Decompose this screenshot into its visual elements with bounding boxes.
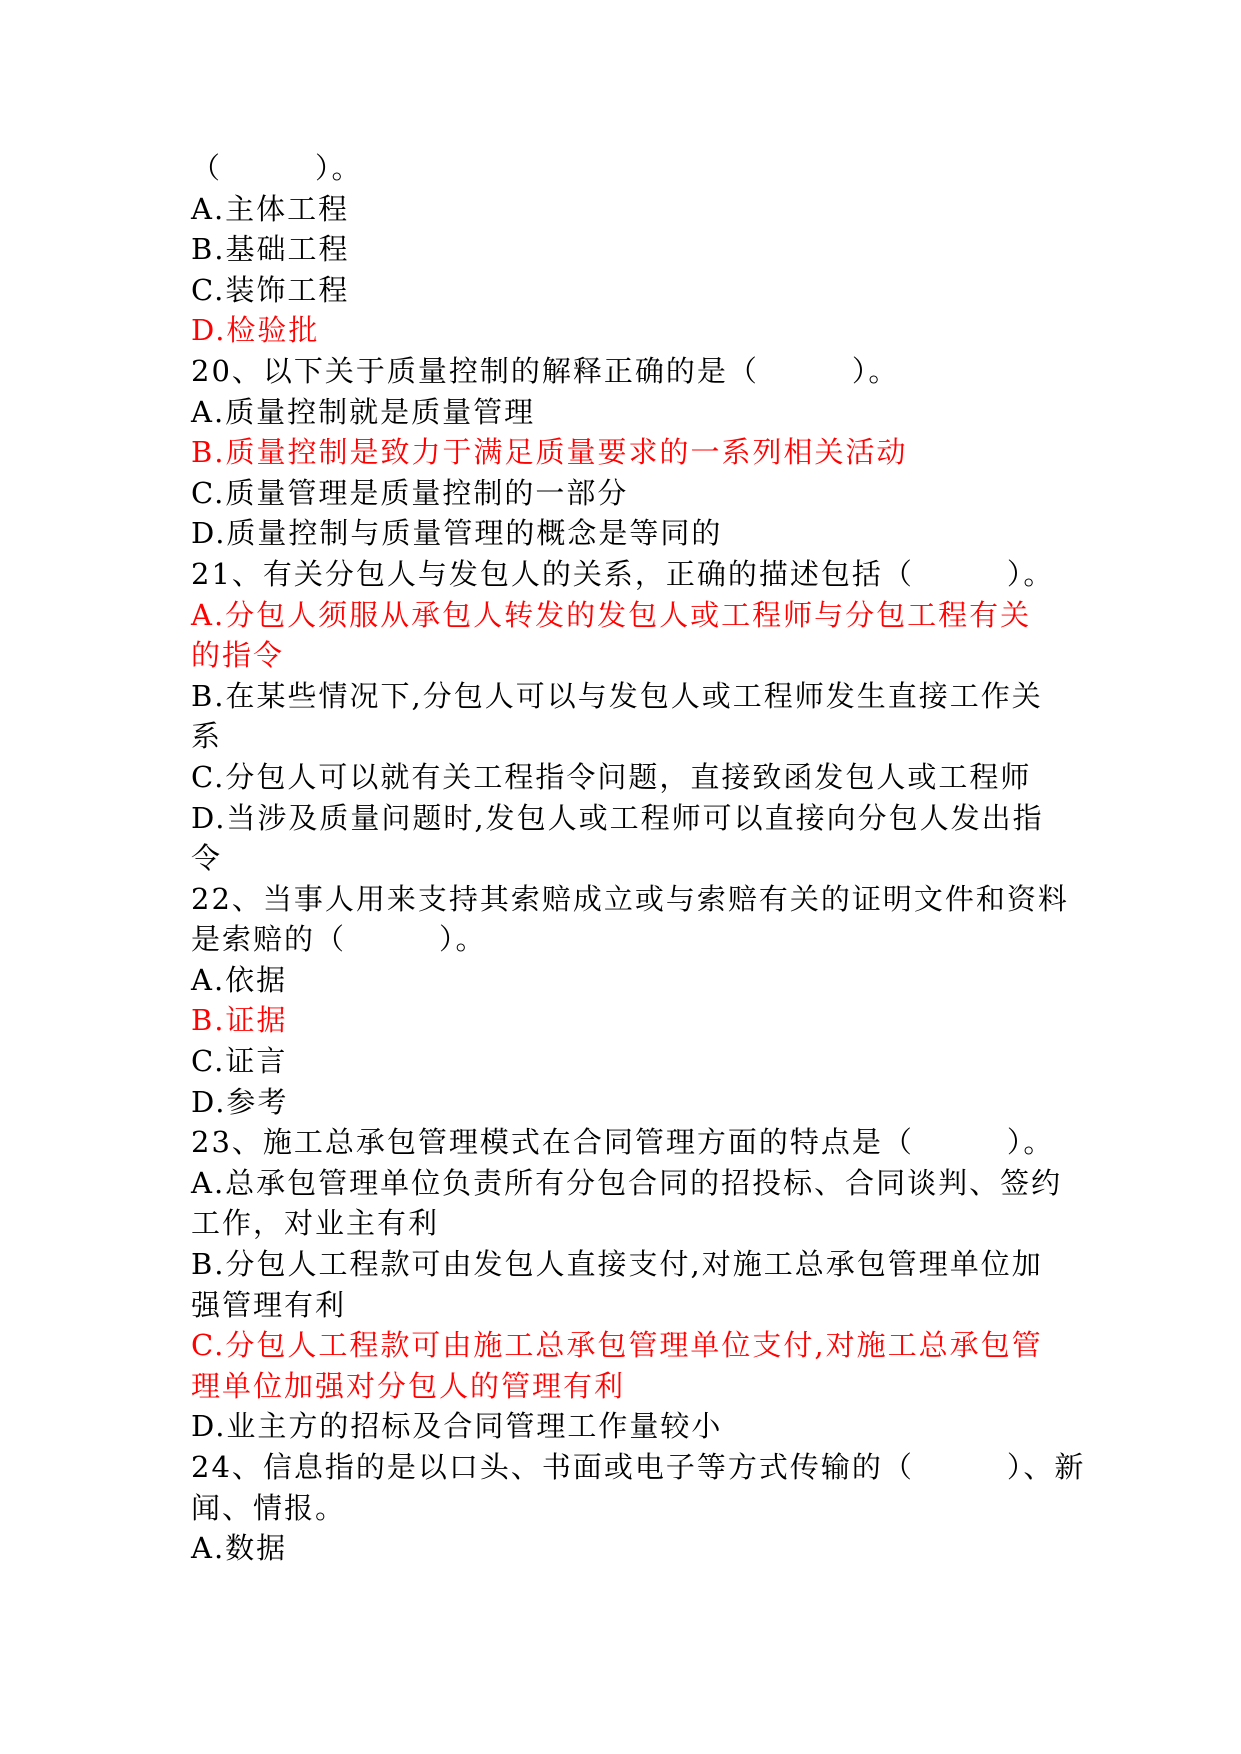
text-line: 20、以下关于质量控制的解释正确的是（ ）。 [191,353,900,388]
text-line: B.分包人工程款可由发包人直接支付,对施工总承包管理单位加 [191,1247,1043,1282]
text-line: 强管理有利 [191,1287,347,1322]
text-line: D.当涉及质量问题时,发包人或工程师可以直接向分包人发出指 [191,800,1044,835]
text-line: 22、当事人用来支持其索赔成立或与索赔有关的证明文件和资料 [191,881,1069,916]
text-line: A.质量控制就是质量管理 [191,394,536,429]
answer-line: B.质量控制是致力于满足质量要求的一系列相关活动 [191,435,908,470]
text-line: A.总承包管理单位负责所有分包合同的招投标、合同谈判、签约 [191,1165,1063,1200]
text-line: A.主体工程 [191,191,350,226]
text-line: 令 [191,841,223,876]
text-line: D.质量控制与质量管理的概念是等同的 [191,516,723,551]
answer-line: 的指令 [191,638,285,673]
text-line: C.装饰工程 [191,272,350,307]
text-line: 24、信息指的是以口头、书面或电子等方式传输的（ ）、新 [191,1450,1086,1484]
text-line: 闻、情报。 [191,1490,347,1525]
text-line: （ ）。 [191,151,363,185]
text-line: 23、施工总承包管理模式在合同管理方面的特点是（ ）。 [191,1125,1055,1160]
text-line: B.在某些情况下,分包人可以与发包人或工程师发生直接工作关 [191,678,1043,713]
text-line: D.参考 [191,1084,289,1119]
text-line: B.基础工程 [191,232,350,267]
text-line: 是索赔的（ ）。 [191,922,487,957]
text-line: C.分包人可以就有关工程指令问题，直接致函发包人或工程师 [191,759,1032,794]
text-line: C.质量管理是质量控制的一部分 [191,475,629,510]
text-line: 21、有关分包人与发包人的关系，正确的描述包括（ ）。 [191,556,1055,591]
text-line: A.数据 [191,1531,288,1566]
text-line: 系 [191,719,223,754]
answer-line: B.证据 [191,1003,288,1038]
text-line: D.业主方的招标及合同管理工作量较小 [191,1409,723,1444]
answer-line: 理单位加强对分包人的管理有利 [191,1368,626,1403]
text-line: 工作，对业主有利 [191,1206,440,1241]
answer-line: C.分包人工程款可由施工总承包管理单位支付,对施工总承包管 [191,1328,1043,1363]
text-line: C.证言 [191,1044,288,1079]
answer-line: D.检验批 [191,313,320,348]
text-line: A.依据 [191,962,288,997]
answer-line: A.分包人须服从承包人转发的发包人或工程师与分包工程有关 [191,597,1032,632]
question-list [191,148,1086,1569]
